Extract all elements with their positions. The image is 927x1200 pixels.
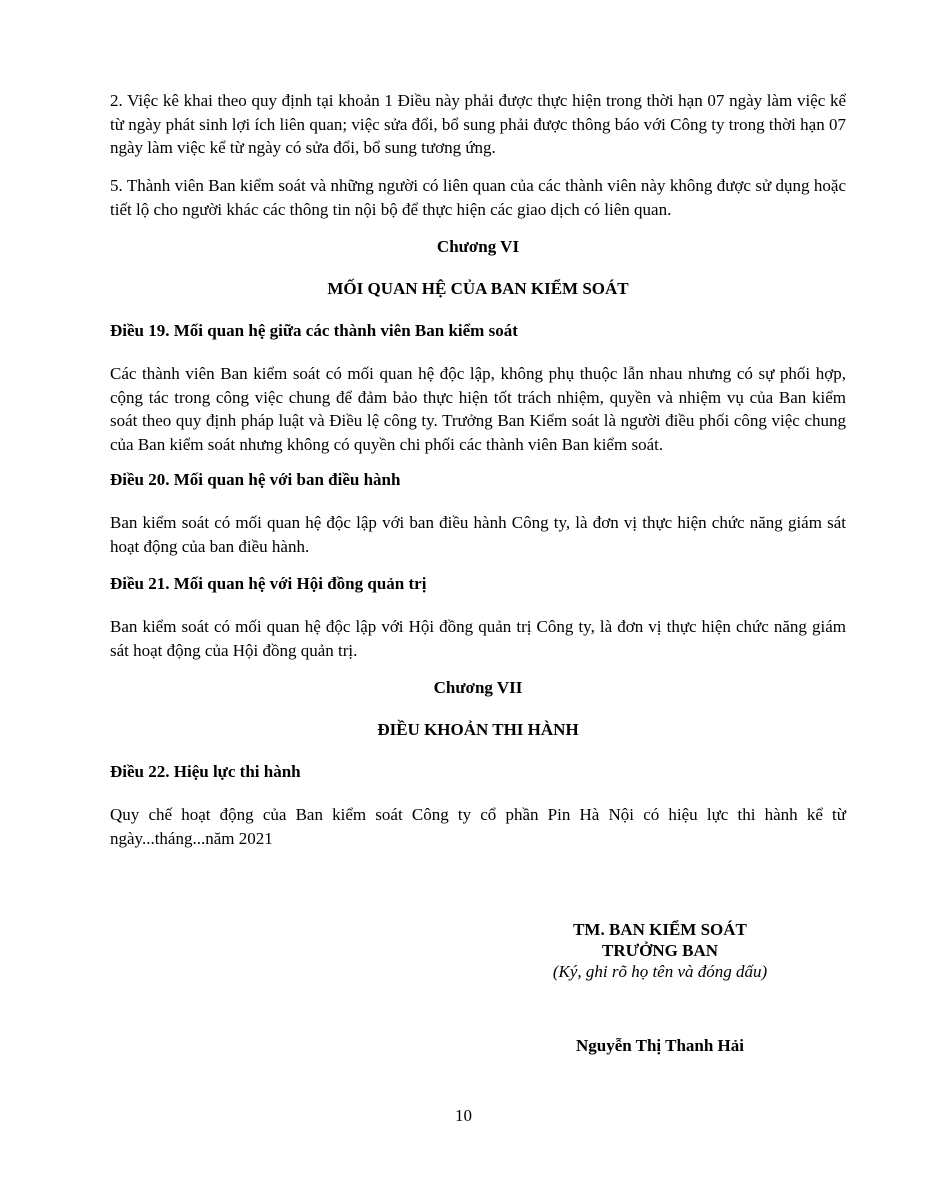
article-21-body: Ban kiểm soát có mối quan hệ độc lập với Hội đồng quản trị Công ty, là đơn vị thực hiện chức năng giám sát hoạt động của Hội đồng quản trị.	[110, 617, 846, 660]
paragraph-item-5: 5. Thành viên Ban kiểm soát và những người có liên quan của các thành viên này không được sử dụng hoặc tiết lộ cho người khác các thông tin nội bộ để thực hiện các giao dịch có liên quan.	[110, 176, 846, 219]
article-20-body: Ban kiểm soát có mối quan hệ độc lập với ban điều hành Công ty, là đơn vị thực hiện chức năng giám sát hoạt động của ban điều hành.	[110, 513, 846, 556]
signer-name-block	[510, 1035, 810, 1056]
page-number: 10	[455, 1106, 472, 1125]
signature-block	[510, 919, 810, 982]
article-20-heading: Điều 20. Mối quan hệ với ban điều hành	[110, 470, 401, 489]
signature-instruction: (Ký, ghi rõ họ tên và đóng dấu)	[552, 962, 768, 981]
article-19-heading: Điều 19. Mối quan hệ giữa các thành viên Ban kiểm soát	[110, 321, 518, 340]
chapter-6-title: MỐI QUAN HỆ CỦA BAN KIỂM SOÁT	[327, 279, 629, 298]
article-22-heading: Điều 22. Hiệu lực thi hành	[110, 762, 301, 781]
article-19-body: Các thành viên Ban kiểm soát có mối quan hệ độc lập, không phụ thuộc lẫn nhau nhưng có sự phối hợp, cộng tác trong công việc chung để đảm bảo thực hiện tốt trách nhiệm, quyền và nhiệm vụ của Ban kiểm soát theo quy định pháp luật và Điều lệ công ty. Trưởng Ban Kiểm soát là người điều phối công việc chung của Ban kiểm soát nhưng không có quyền chi phối các thành viên Ban kiểm soát.	[110, 364, 846, 454]
signer-name: Nguyễn Thị Thanh Hải	[575, 1036, 745, 1055]
signature-org-line: TM. BAN KIỂM SOÁT	[573, 920, 747, 939]
article-21-heading: Điều 21. Mối quan hệ với Hội đồng quản trị	[110, 574, 427, 593]
signature-role-line: TRƯỞNG BAN	[601, 941, 718, 960]
chapter-7-title: ĐIỀU KHOẢN THI HÀNH	[377, 720, 579, 739]
chapter-6-label: Chương VI	[436, 237, 520, 256]
paragraph-item-2: 2. Việc kê khai theo quy định tại khoản 1 Điều này phải được thực hiện trong thời hạn 07 ngày làm việc kể từ ngày phát sinh lợi ích liên quan; việc sửa đổi, bổ sung phải được thông báo với Công ty trong thời hạn 07 ngày làm việc kể từ ngày có sửa đổi, bổ sung tương ứng.	[110, 91, 846, 157]
chapter-7-label: Chương VII	[433, 678, 523, 697]
article-22-body: Quy chế hoạt động của Ban kiểm soát Công ty cổ phần Pin Hà Nội có hiệu lực thi hành kể từ ngày...tháng...năm 2021	[110, 805, 846, 848]
